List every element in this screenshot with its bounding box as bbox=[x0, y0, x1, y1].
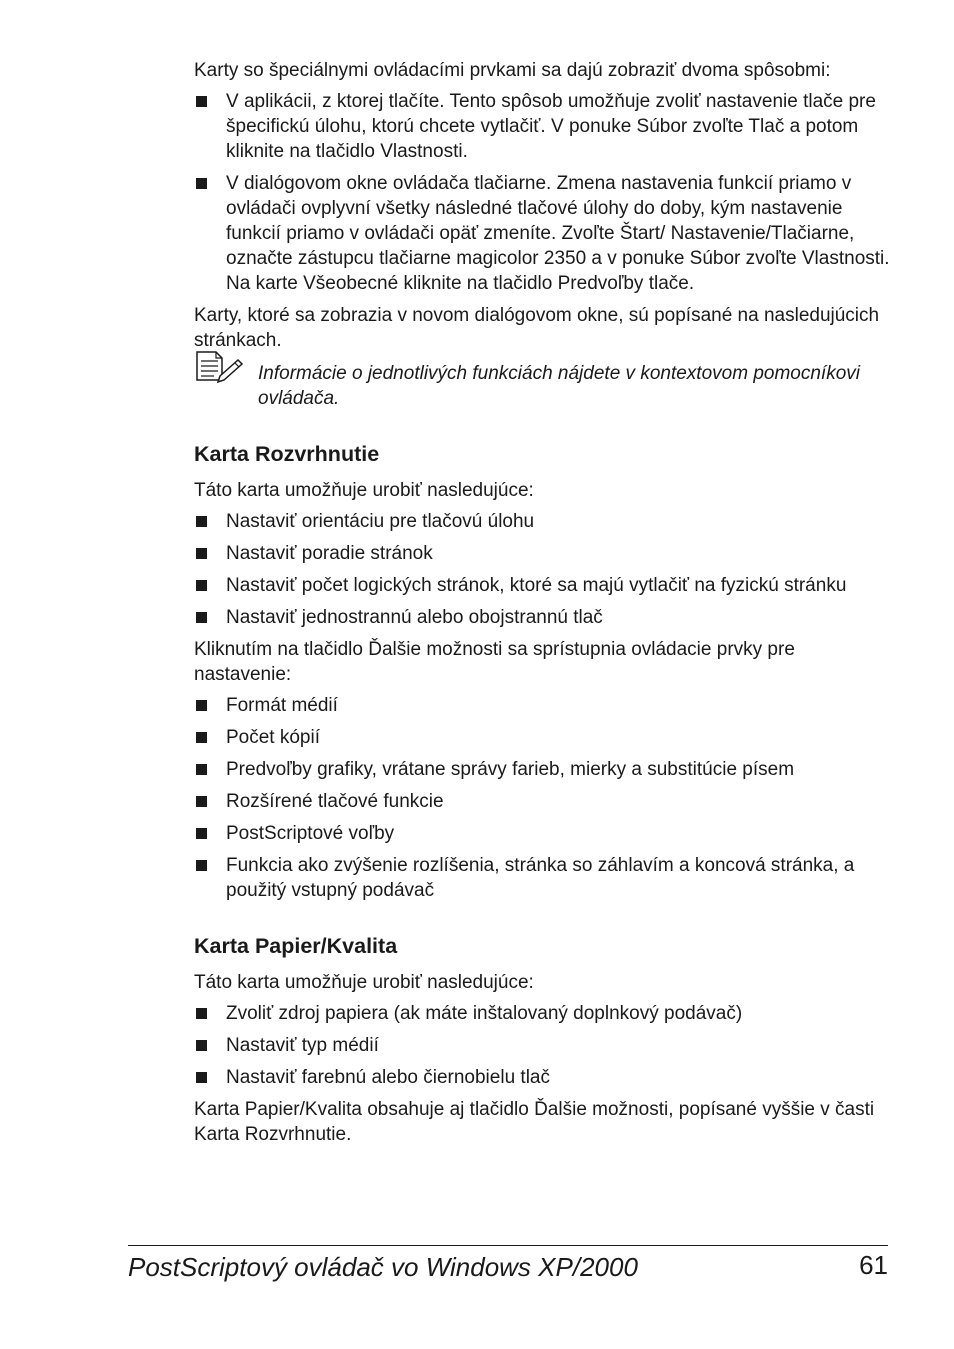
bullet-square-icon bbox=[196, 96, 207, 107]
list-item: Nastaviť farebnú alebo čiernobielu tlač bbox=[194, 1065, 894, 1090]
intro-paragraph: Karty so špeciálnymi ovládacími prvkami sa dajú zobraziť dvoma spôsobmi: bbox=[194, 60, 831, 81]
layout-more-intro: Kliknutím na tlačidlo Ďalšie možnosti sa sprístupnia ovládacie prvky pre nastavenie: bbox=[194, 639, 795, 685]
paper-bullet-list bbox=[194, 1001, 894, 1090]
footer-chapter-title: PostScriptový ovládač vo Windows XP/2000 bbox=[128, 1252, 638, 1282]
section-heading-layout: Karta Rozvrhnutie bbox=[194, 442, 380, 466]
list-item: V dialógovom okne ovládača tlačiarne. Zmena nastavenia funkcií priamo v ovládači ovplyvní všetky následné tlačové úlohy do doby, kým nastavenie funkcií priamo v ovládači opäť zmeníte. Zvoľte Štart/ Nastavenie/Tlačiarne, označte zástupcu tlačiarne magicolor 2350 a v ponuke Súbor zvoľte Vlastnosti. Na karte Všeobecné kliknite na tlačidlo Predvoľby tlače. bbox=[194, 171, 894, 296]
bullet-square-icon bbox=[196, 1008, 207, 1019]
list-item: Nastaviť jednostrannú alebo obojstrannú tlač bbox=[194, 605, 894, 630]
footer-page-number: 61 bbox=[859, 1250, 888, 1280]
footer-divider bbox=[128, 1245, 888, 1246]
list-item: Predvoľby grafiky, vrátane správy farieb, mierky a substitúcie písem bbox=[194, 757, 894, 782]
page-content bbox=[194, 58, 894, 1153]
intro-closing-paragraph: Karty, ktoré sa zobrazia v novom dialógovom okne, sú popísané na nasledujúcich stránkach. bbox=[194, 305, 880, 351]
layout-intro: Táto karta umožňuje urobiť nasledujúce: bbox=[194, 480, 534, 501]
layout-bullet-list bbox=[194, 509, 894, 630]
list-item: Nastaviť orientáciu pre tlačovú úlohu bbox=[194, 509, 894, 534]
bullet-square-icon bbox=[196, 580, 207, 591]
bullet-square-icon bbox=[196, 764, 207, 775]
bullet-square-icon bbox=[196, 612, 207, 623]
bullet-square-icon bbox=[196, 732, 207, 743]
list-item: V aplikácii, z ktorej tlačíte. Tento spôsob umožňuje zvoliť nastavenie tlače pre špecifickú úlohu, ktorú chcete vytlačiť. V ponuke Súbor zvoľte Tlač a potom kliknite na tlačidlo Vlastnosti. bbox=[194, 89, 894, 164]
list-item: Nastaviť počet logických stránok, ktoré sa majú vytlačiť na fyzickú stránku bbox=[194, 573, 894, 598]
bullet-square-icon bbox=[196, 796, 207, 807]
note-pencil-icon bbox=[194, 349, 246, 385]
bullet-square-icon bbox=[196, 860, 207, 871]
bullet-square-icon bbox=[196, 828, 207, 839]
list-item: Nastaviť typ médií bbox=[194, 1033, 894, 1058]
bullet-square-icon bbox=[196, 1072, 207, 1083]
list-item: Zvoliť zdroj papiera (ak máte inštalovaný doplnkový podávač) bbox=[194, 1001, 894, 1026]
layout-more-bullet-list bbox=[194, 693, 894, 903]
bullet-square-icon bbox=[196, 548, 207, 559]
list-item: Počet kópií bbox=[194, 725, 894, 750]
paper-intro: Táto karta umožňuje urobiť nasledujúce: bbox=[194, 972, 534, 993]
bullet-square-icon bbox=[196, 700, 207, 711]
bullet-square-icon bbox=[196, 178, 207, 189]
note-block bbox=[194, 361, 894, 411]
list-item: PostScriptové voľby bbox=[194, 821, 894, 846]
bullet-square-icon bbox=[196, 1040, 207, 1051]
paper-closing-paragraph: Karta Papier/Kvalita obsahuje aj tlačidlo Ďalšie možnosti, popísané vyššie v časti Karta Rozvrhnutie. bbox=[194, 1099, 875, 1145]
intro-bullet-list bbox=[194, 89, 894, 296]
section-heading-paper: Karta Papier/Kvalita bbox=[194, 934, 398, 958]
note-text: Informácie o jednotlivých funkciách nájdete v kontextovom pomocníkovi ovládača. bbox=[258, 363, 860, 409]
list-item: Nastaviť poradie stránok bbox=[194, 541, 894, 566]
bullet-square-icon bbox=[196, 516, 207, 527]
list-item: Funkcia ako zvýšenie rozlíšenia, stránka so záhlavím a koncová stránka, a použitý vstupný podávač bbox=[194, 853, 894, 903]
list-item: Formát médií bbox=[194, 693, 894, 718]
list-item: Rozšírené tlačové funkcie bbox=[194, 789, 894, 814]
